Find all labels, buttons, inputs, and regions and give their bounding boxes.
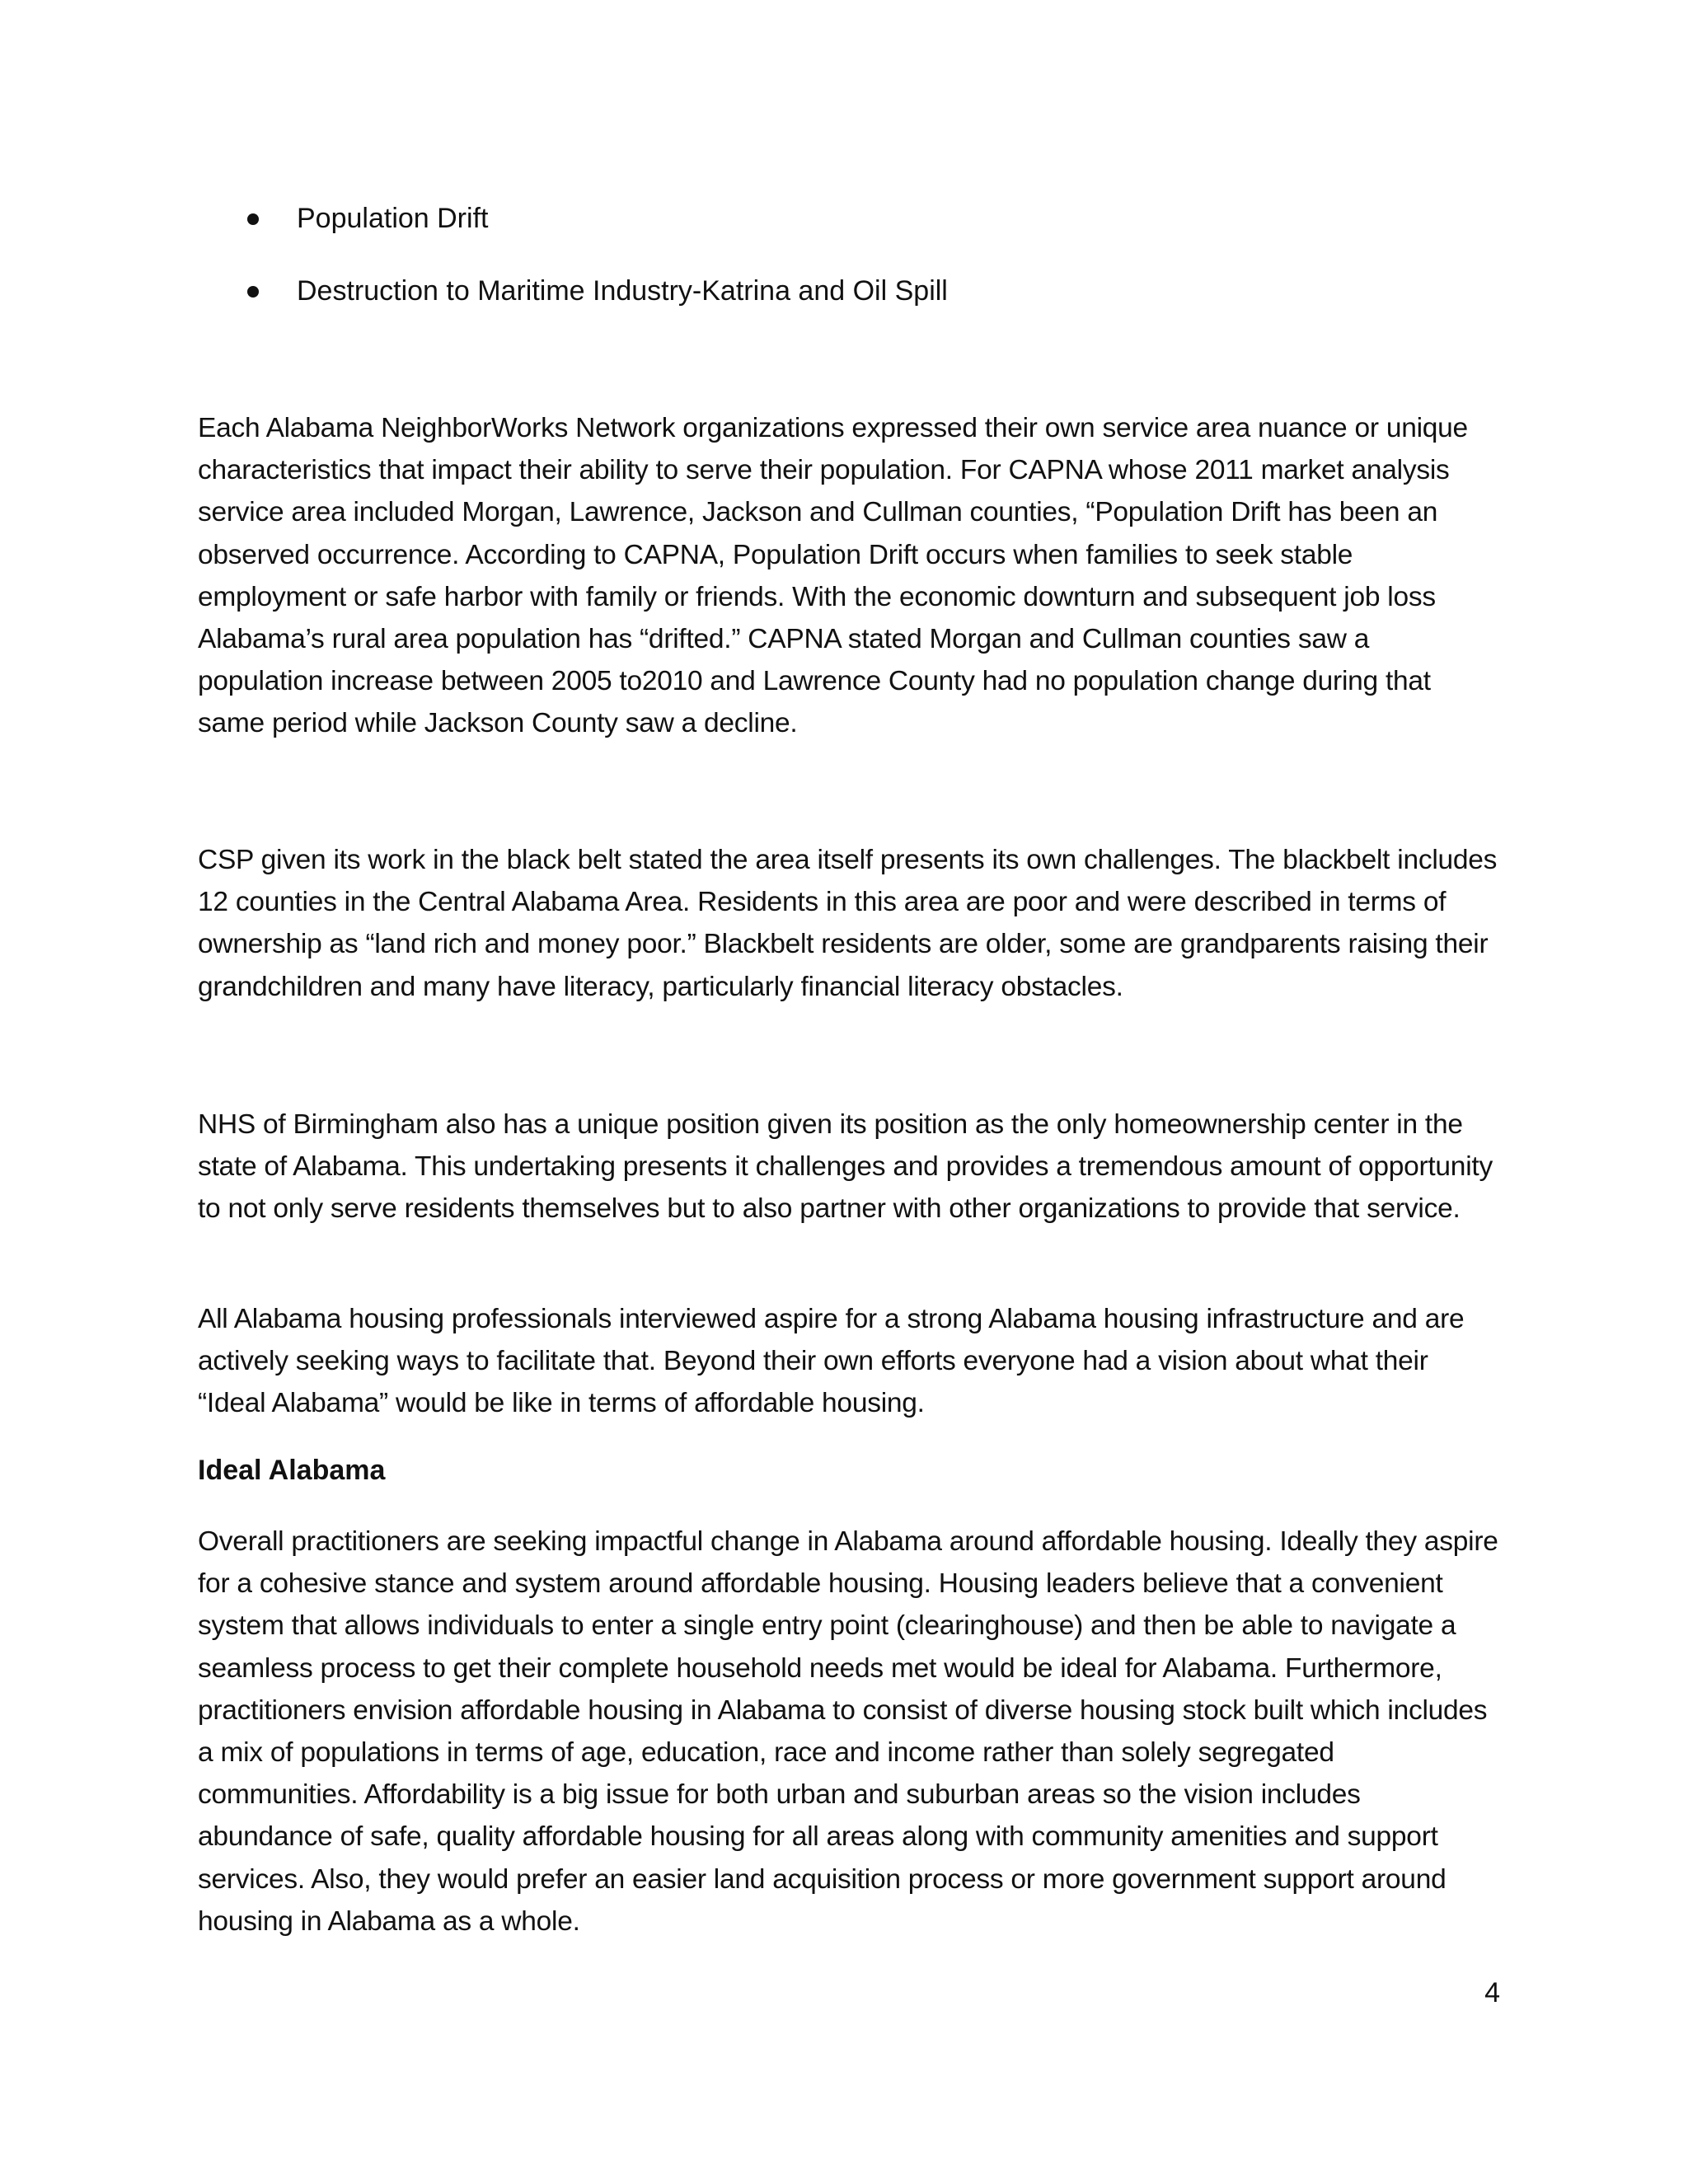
bullet-dot-icon — [247, 213, 259, 225]
paragraph-csp-blackbelt: CSP given its work in the black belt stated the area itself presents its own challenges. The blackbelt includes 12 counties in the Central Alabama Area. Residents in this area are poor and were described in terms of ownership as “land rich and money poor.” Blackbelt residents are older, some are grandparents raising their grandchildren and many have literacy, particularly financial literacy obstacles. — [198, 845, 1498, 1002]
paragraph-ideal-alabama: Overall practitioners are seeking impactful change in Alabama around affordable housing. Ideally they aspire for a cohesive stance and system around affordable housing. Housing leaders believe that a convenient system that allows individuals to enter a single entry point (clearinghouse) and then be able to navigate a seamless process to get their complete household needs met would be ideal for Alabama. Furthermore, practitioners envision affordable housing in Alabama to consist of diverse housing stock built which includes a mix of populations in terms of age, education, race and income rather than solely segregated communities. Affordability is a big issue for both urban and suburban areas so the vision includes abundance of safe, quality affordable housing for all areas along with community amenities and support services. Also, they would prefer an easier land acquisition process or more government support around housing in Alabama as a whole. — [198, 1526, 1498, 1937]
bullet-text: Population Drift — [297, 203, 489, 234]
paragraph-housing-professionals: All Alabama housing professionals interviewed aspire for a strong Alabama housing infrastructure and are actively seeking ways to facilitate that. Beyond their own efforts everyone had a vision about what their “Ideal Alabama” would be like in terms of affordable housing. — [198, 1304, 1465, 1419]
bullet-text: Destruction to Maritime Industry-Katrina and Oil Spill — [297, 275, 948, 307]
bullet-dot-icon — [247, 286, 259, 298]
bullet-item — [247, 198, 948, 240]
bullet-item — [247, 270, 948, 312]
bullet-list — [247, 198, 948, 343]
paragraph-nhs-birmingham: NHS of Birmingham also has a unique position given its position as the only homeownership center in the state of Alabama. This undertaking presents it challenges and provides a tremendous amount of opportunity to not only serve residents themselves but to also partner with other organizations to provide that service. — [198, 1109, 1493, 1225]
section-heading: Ideal Alabama — [198, 1455, 386, 1486]
paragraph-network-organizations: Each Alabama NeighborWorks Network organizations expressed their own service area nuance or unique characteristics that impact their ability to serve their population. For CAPNA whose 2011 market analysis service area included Morgan, Lawrence, Jackson and Cullman counties, “Population Drift has been an observed occurrence. According to CAPNA, Population Drift occurs when families to seek stable employment or safe harbor with family or friends. With the economic downturn and subsequent job loss Alabama’s rural area population has “drifted.” CAPNA stated Morgan and Cullman counties saw a population increase between 2005 to2010 and Lawrence County had no population change during that same period while Jackson County saw a decline. — [198, 413, 1468, 739]
page-number: 4 — [1484, 1977, 1500, 2008]
